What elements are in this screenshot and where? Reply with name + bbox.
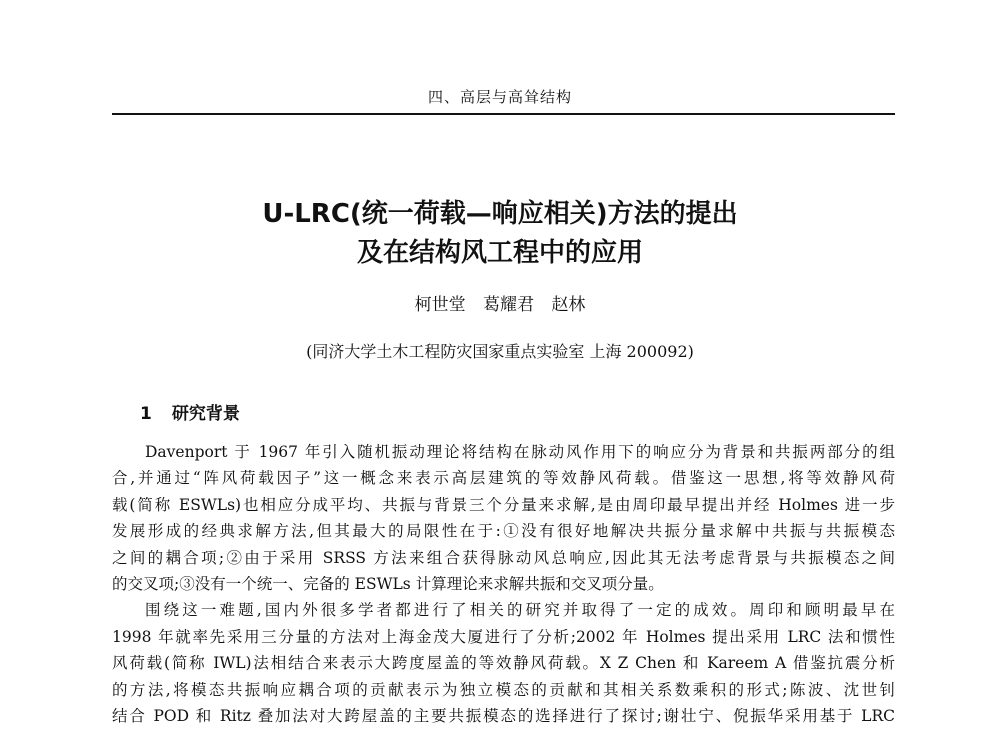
paragraph-2-line: 结合 POD 和 Ritz 叠加法对大跨屋盖的主要共振模态的选择进行了探讨;谢壮宁、倪振华采用基于 LRC xyxy=(112,707,895,725)
paper-title-line-2: 及在结构风工程中的应用 xyxy=(356,238,643,268)
paper-title-line-1: U-LRC(统一荷载—响应相关)方法的提出 xyxy=(262,199,738,229)
paragraph-2-line: 的方法,将模态共振响应耦合项的贡献表示为独立模态的贡献和其相关系数乘积的形式;陈波、沈世钊 xyxy=(112,680,895,699)
section-heading xyxy=(140,399,240,424)
paragraph-2-line: 1998 年就率先采用三分量的方法对上海金茂大厦进行了分析;2002 年 Holmes 提出采用 LRC 法和惯性 xyxy=(112,627,895,646)
authors: 柯世堂 葛耀君 赵林 xyxy=(414,295,586,315)
paragraph-1-line: 载(简称 ESWLs)也相应分成平均、共振与背景三个分量来求解,是由周印最早提出并经 Holmes 进一步 xyxy=(112,495,895,514)
header-rule xyxy=(112,113,895,115)
paragraph-1-line: 发展形成的经典求解方法,但其最大的局限性在于:①没有很好地解决共振分量求解中共振与共振模态 xyxy=(112,522,895,541)
section-number: 1 xyxy=(140,404,152,424)
paragraph-1-line: 的交叉项;③没有一个统一、完备的 ESWLs 计算理论来求解共振和交叉项分量。 xyxy=(112,575,664,593)
paragraph-2-line: 围绕这一难题,国内外很多学者都进行了相关的研究并取得了一定的成效。周印和顾明最早在 xyxy=(145,601,895,620)
paragraph-1-line: 合,并通过“阵风荷载因子”这一概念来表示高层建筑的等效静风荷载。借鉴这一思想,将等效静风荷 xyxy=(112,469,895,488)
section-title: 研究背景 xyxy=(171,404,240,424)
paragraph-1-line: 之间的耦合项;②由于采用 SRSS 方法来组合获得脉动风总响应,因此其无法考虑背景与共振模态之间 xyxy=(112,548,895,567)
affiliation: (同济大学土木工程防灾国家重点实验室 上海 200092) xyxy=(306,342,694,361)
paragraph-2-line: 风荷载(简称 IWL)法相结合来表示大跨度屋盖的等效静风荷载。X Z Chen 和 Kareem A 借鉴抗震分析 xyxy=(112,654,895,673)
paragraph-1-line: Davenport 于 1967 年引入随机振动理论将结构在脉动风作用下的响应分为背景和共振两部分的组 xyxy=(145,443,895,461)
running-head: 四、高层与高耸结构 xyxy=(427,88,572,106)
